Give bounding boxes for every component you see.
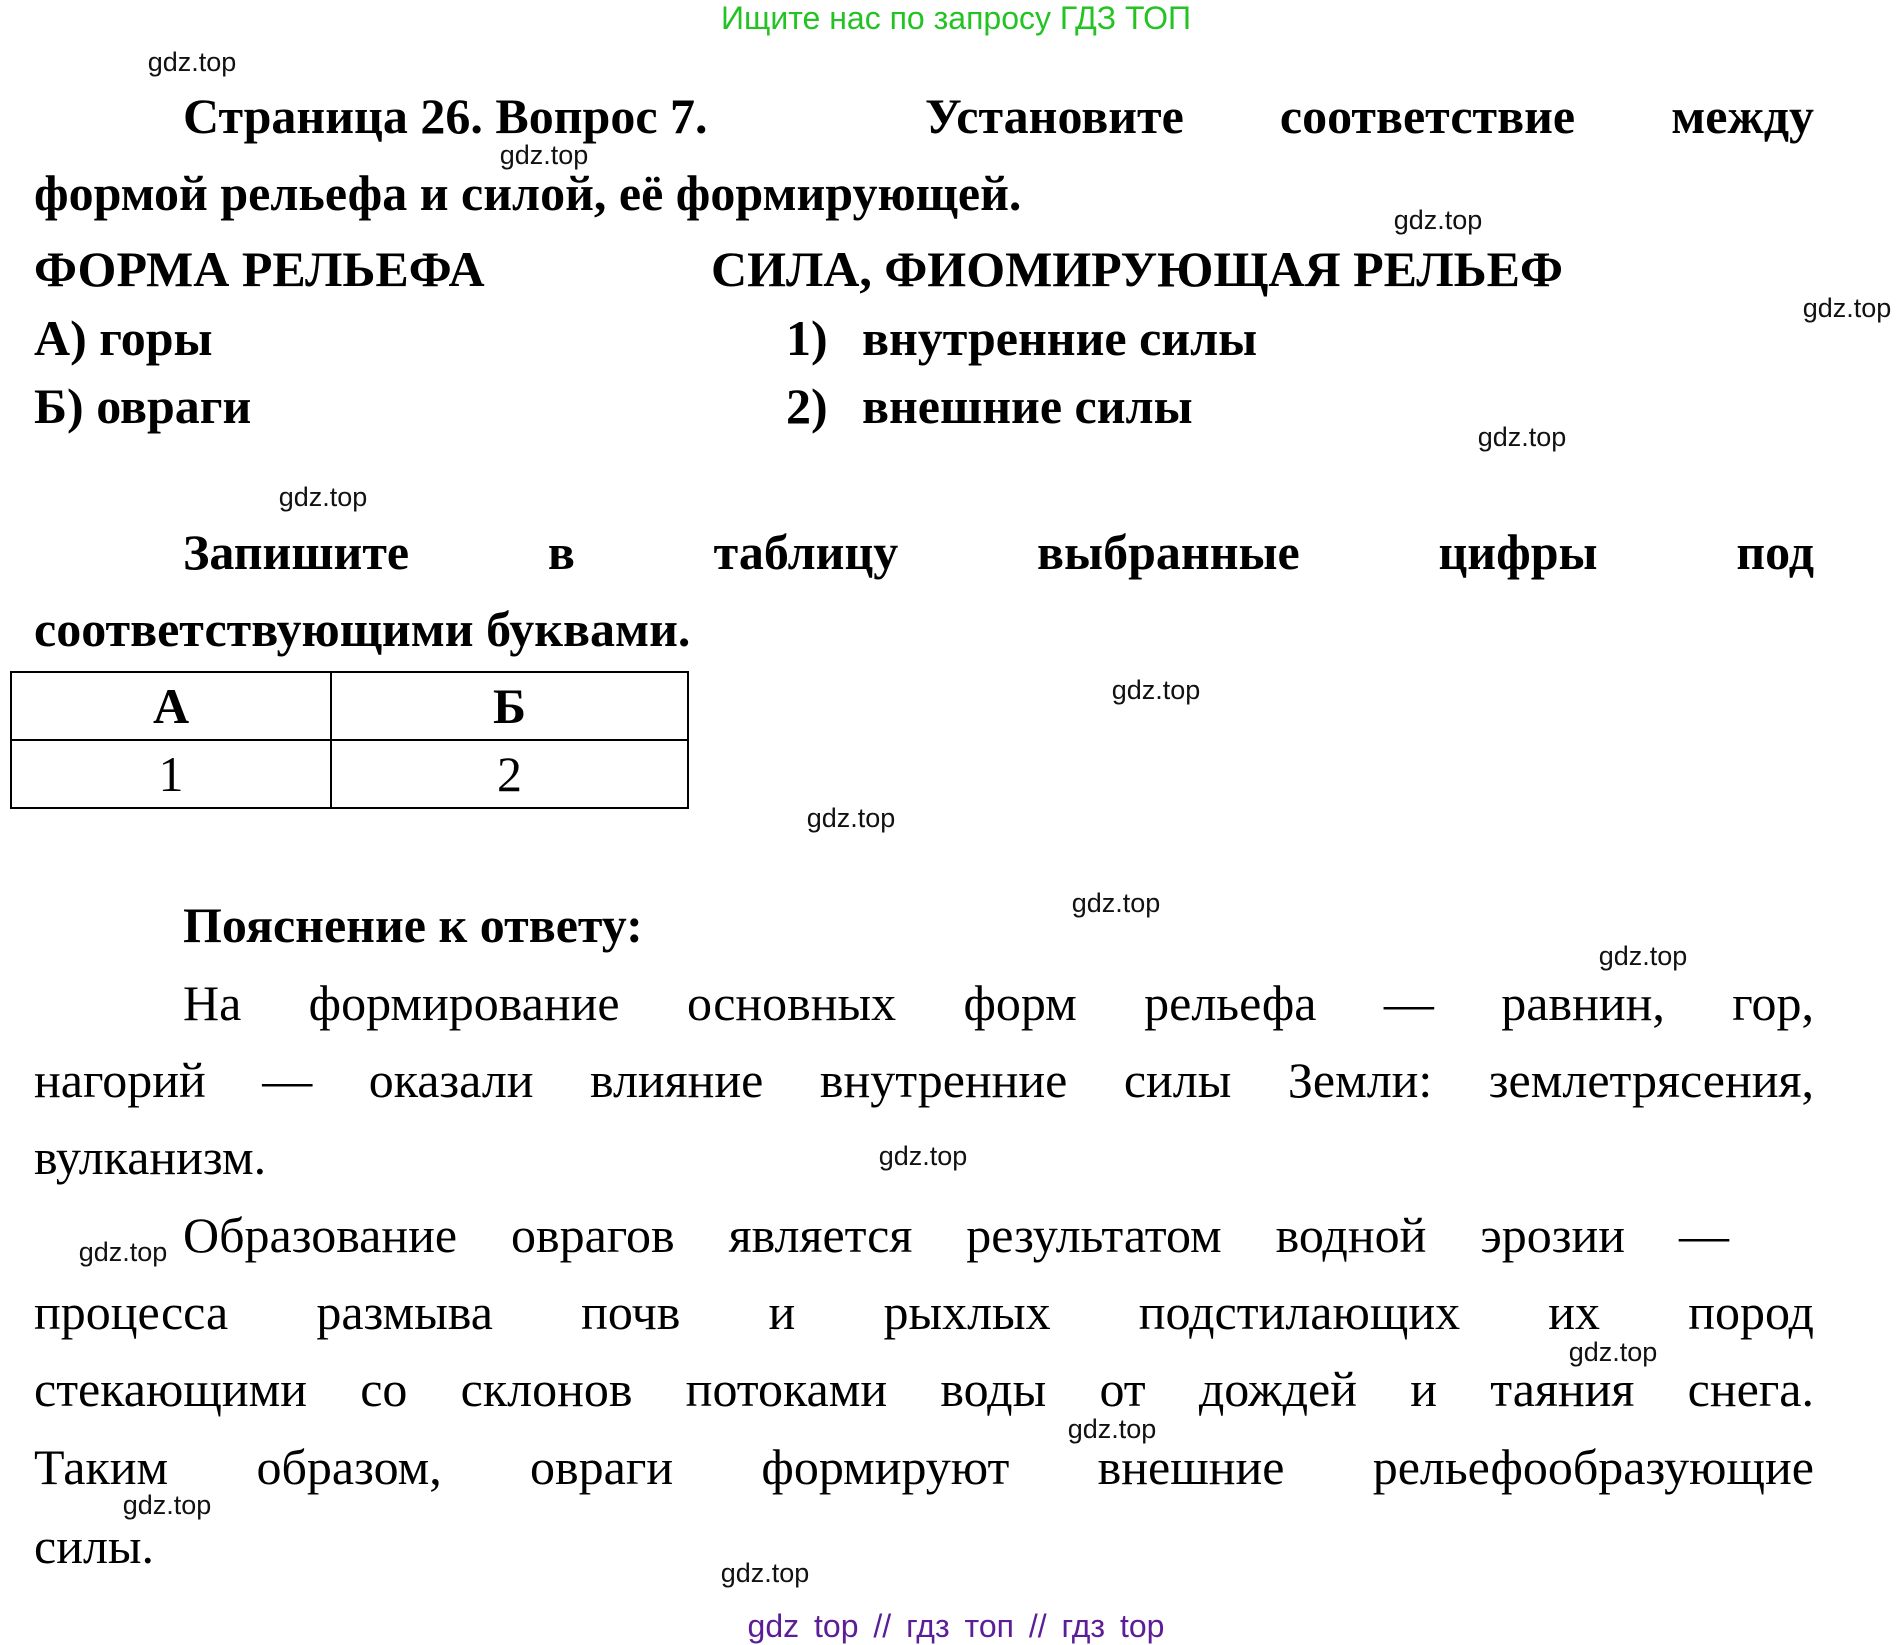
instruction-line2: соответствующими буквами. (34, 601, 691, 657)
explanation-line: Образование оврагов является результатом водной эрозии — (183, 1207, 1729, 1263)
watermark: gdz.top (1568, 1337, 1658, 1367)
table-value-a: 1 (11, 740, 331, 808)
watermark: gdz.top (1477, 422, 1567, 452)
table-row (11, 740, 688, 808)
table-header-b: Б (331, 672, 688, 740)
explanation-line: процесса размыва почв и рыхлых подстилающих их пород (34, 1284, 1814, 1340)
explanation-line: стекающими со склонов потоками воды от дождей и таяния снега. (34, 1361, 1814, 1417)
table-value-b: 2 (331, 740, 688, 808)
search-banner: Ищите нас по запросу ГДЗ ТОП (721, 0, 1191, 36)
watermark: gdz.top (1111, 675, 1201, 705)
table-header-a: А (11, 672, 331, 740)
watermark: gdz.top (720, 1558, 810, 1588)
watermark: gdz.top (147, 47, 237, 77)
explanation-heading: Пояснение к ответу: (183, 897, 643, 953)
explanation-line: силы. (34, 1518, 154, 1574)
footer-links: gdz top // гдз топ // гдз top (747, 1608, 1165, 1644)
watermark: gdz.top (806, 803, 896, 833)
explanation-line: Таким образом, овраги формируют внешние рельефообразующие (34, 1439, 1814, 1495)
force-1-text: внутренние силы (862, 310, 1258, 366)
explanation-line: нагорий — оказали влияние внутренние силы Земли: землетрясения, (34, 1052, 1814, 1108)
left-column-header: ФОРМА РЕЛЬЕФА (34, 241, 485, 297)
watermark: gdz.top (122, 1490, 212, 1520)
force-2-number: 2) (786, 378, 828, 434)
watermark: gdz.top (1393, 205, 1483, 235)
relief-form-a: А) горы (34, 310, 213, 366)
explanation-line: вулканизм. (34, 1129, 267, 1185)
right-column-header: СИЛА, ФИОМИРУЮЩАЯ РЕЛЬЕФ (711, 241, 1563, 297)
table-header-row (11, 672, 688, 740)
explanation-line: На формирование основных форм рельефа — равнин, гор, (183, 975, 1814, 1031)
question-text-line1: Установите соответствие между (925, 88, 1814, 144)
watermark: gdz.top (878, 1141, 968, 1171)
relief-form-b: Б) овраги (34, 378, 252, 434)
question-title: Страница 26. Вопрос 7. (183, 88, 708, 144)
force-2-text: внешние силы (862, 378, 1193, 434)
force-1-number: 1) (786, 310, 828, 366)
watermark: gdz.top (1067, 1414, 1157, 1444)
watermark: gdz.top (278, 482, 368, 512)
watermark: gdz.top (1598, 941, 1688, 971)
watermark: gdz.top (1071, 888, 1161, 918)
watermark: gdz.top (78, 1237, 168, 1267)
watermark: gdz.top (499, 140, 589, 170)
instruction-line1: Запишите в таблицу выбранные цифры под (183, 524, 1814, 580)
answer-table (10, 671, 689, 809)
question-text-line2: формой рельефа и силой, её формирующей. (34, 165, 1022, 221)
watermark: gdz.top (1802, 293, 1892, 323)
